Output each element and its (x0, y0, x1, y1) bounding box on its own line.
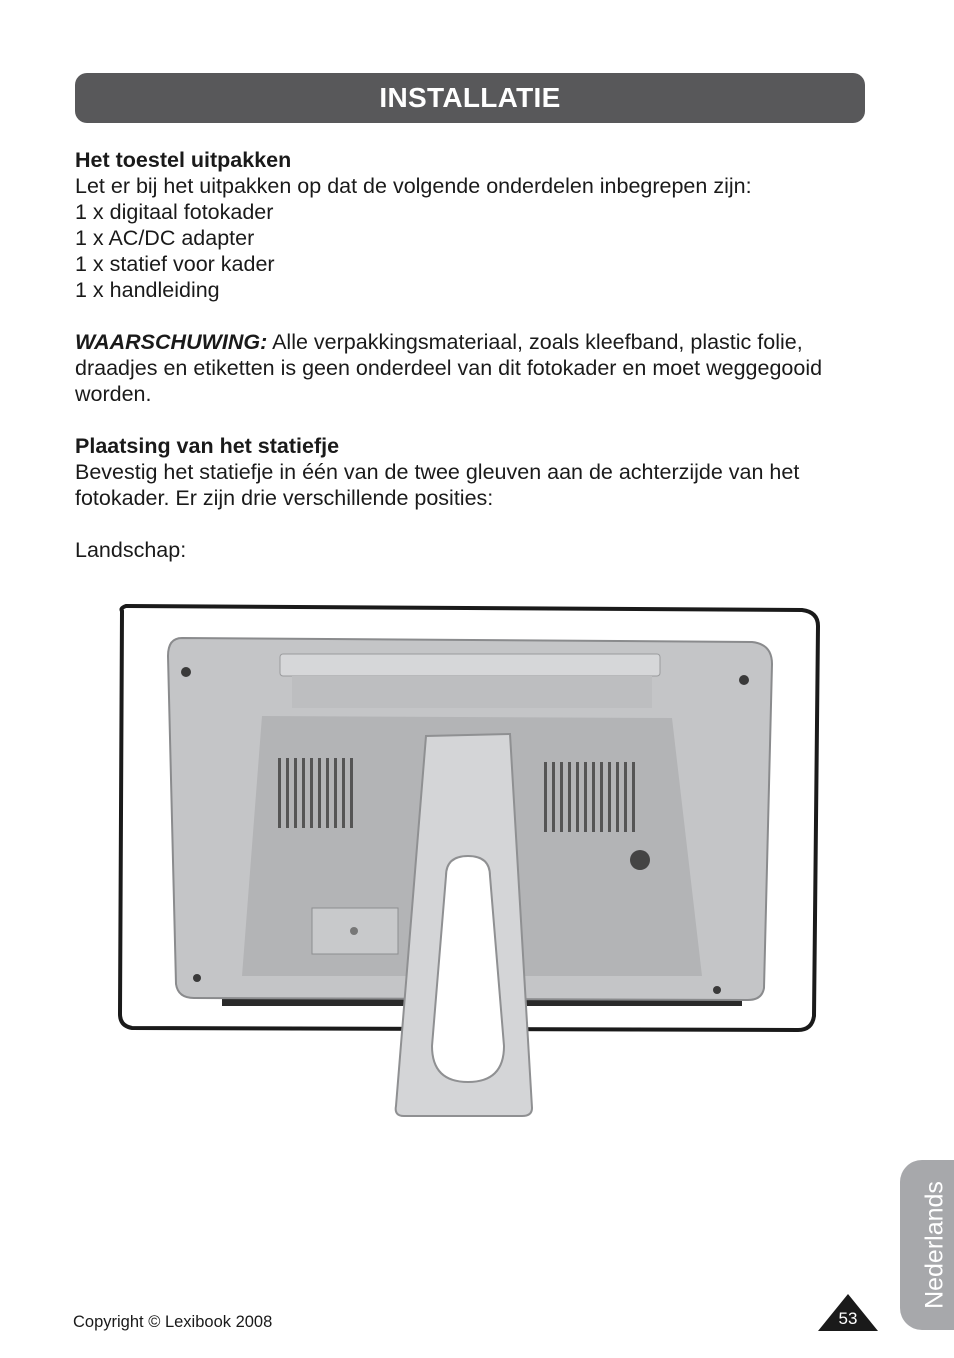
section-title-bar (75, 73, 865, 123)
landscape-label: Landschap: (75, 538, 187, 562)
body-text (75, 147, 875, 563)
package-item: 1 x AC/DC adapter (75, 226, 255, 250)
warning-paragraph (75, 329, 875, 407)
warning-text: Alle verpakkingsmateriaal, zoals kleefband, plastic folie, draadjes en etiketten is geen onderdeel van dit fotokader en moet weggegooid worden. (75, 330, 823, 406)
package-item: 1 x digitaal fotokader (75, 200, 274, 224)
package-item: 1 x statief voor kader (75, 252, 275, 276)
page-number: 53 (838, 1309, 858, 1328)
language-tab-label: Nederlands (920, 1181, 949, 1309)
stand-text: Bevestig het statiefje in één van de twee gleuven aan de achterzijde van het fotokader. Er zijn drie verschillende posities: (75, 460, 800, 510)
unpack-intro: Let er bij het uitpakken op dat de volgende onderdelen inbegrepen zijn: (75, 174, 752, 198)
package-item: 1 x handleiding (75, 278, 220, 302)
warning-label: WAARSCHUWING: (75, 330, 268, 354)
unpack-heading: Het toestel uitpakken (75, 148, 292, 172)
stand-heading: Plaatsing van het statiefje (75, 434, 340, 458)
language-tab (900, 1160, 954, 1330)
photo-frame-back-illustration (112, 596, 828, 1126)
copyright-text: Copyright © Lexibook 2008 (73, 1313, 273, 1331)
section-title: INSTALLATIE (379, 82, 561, 113)
